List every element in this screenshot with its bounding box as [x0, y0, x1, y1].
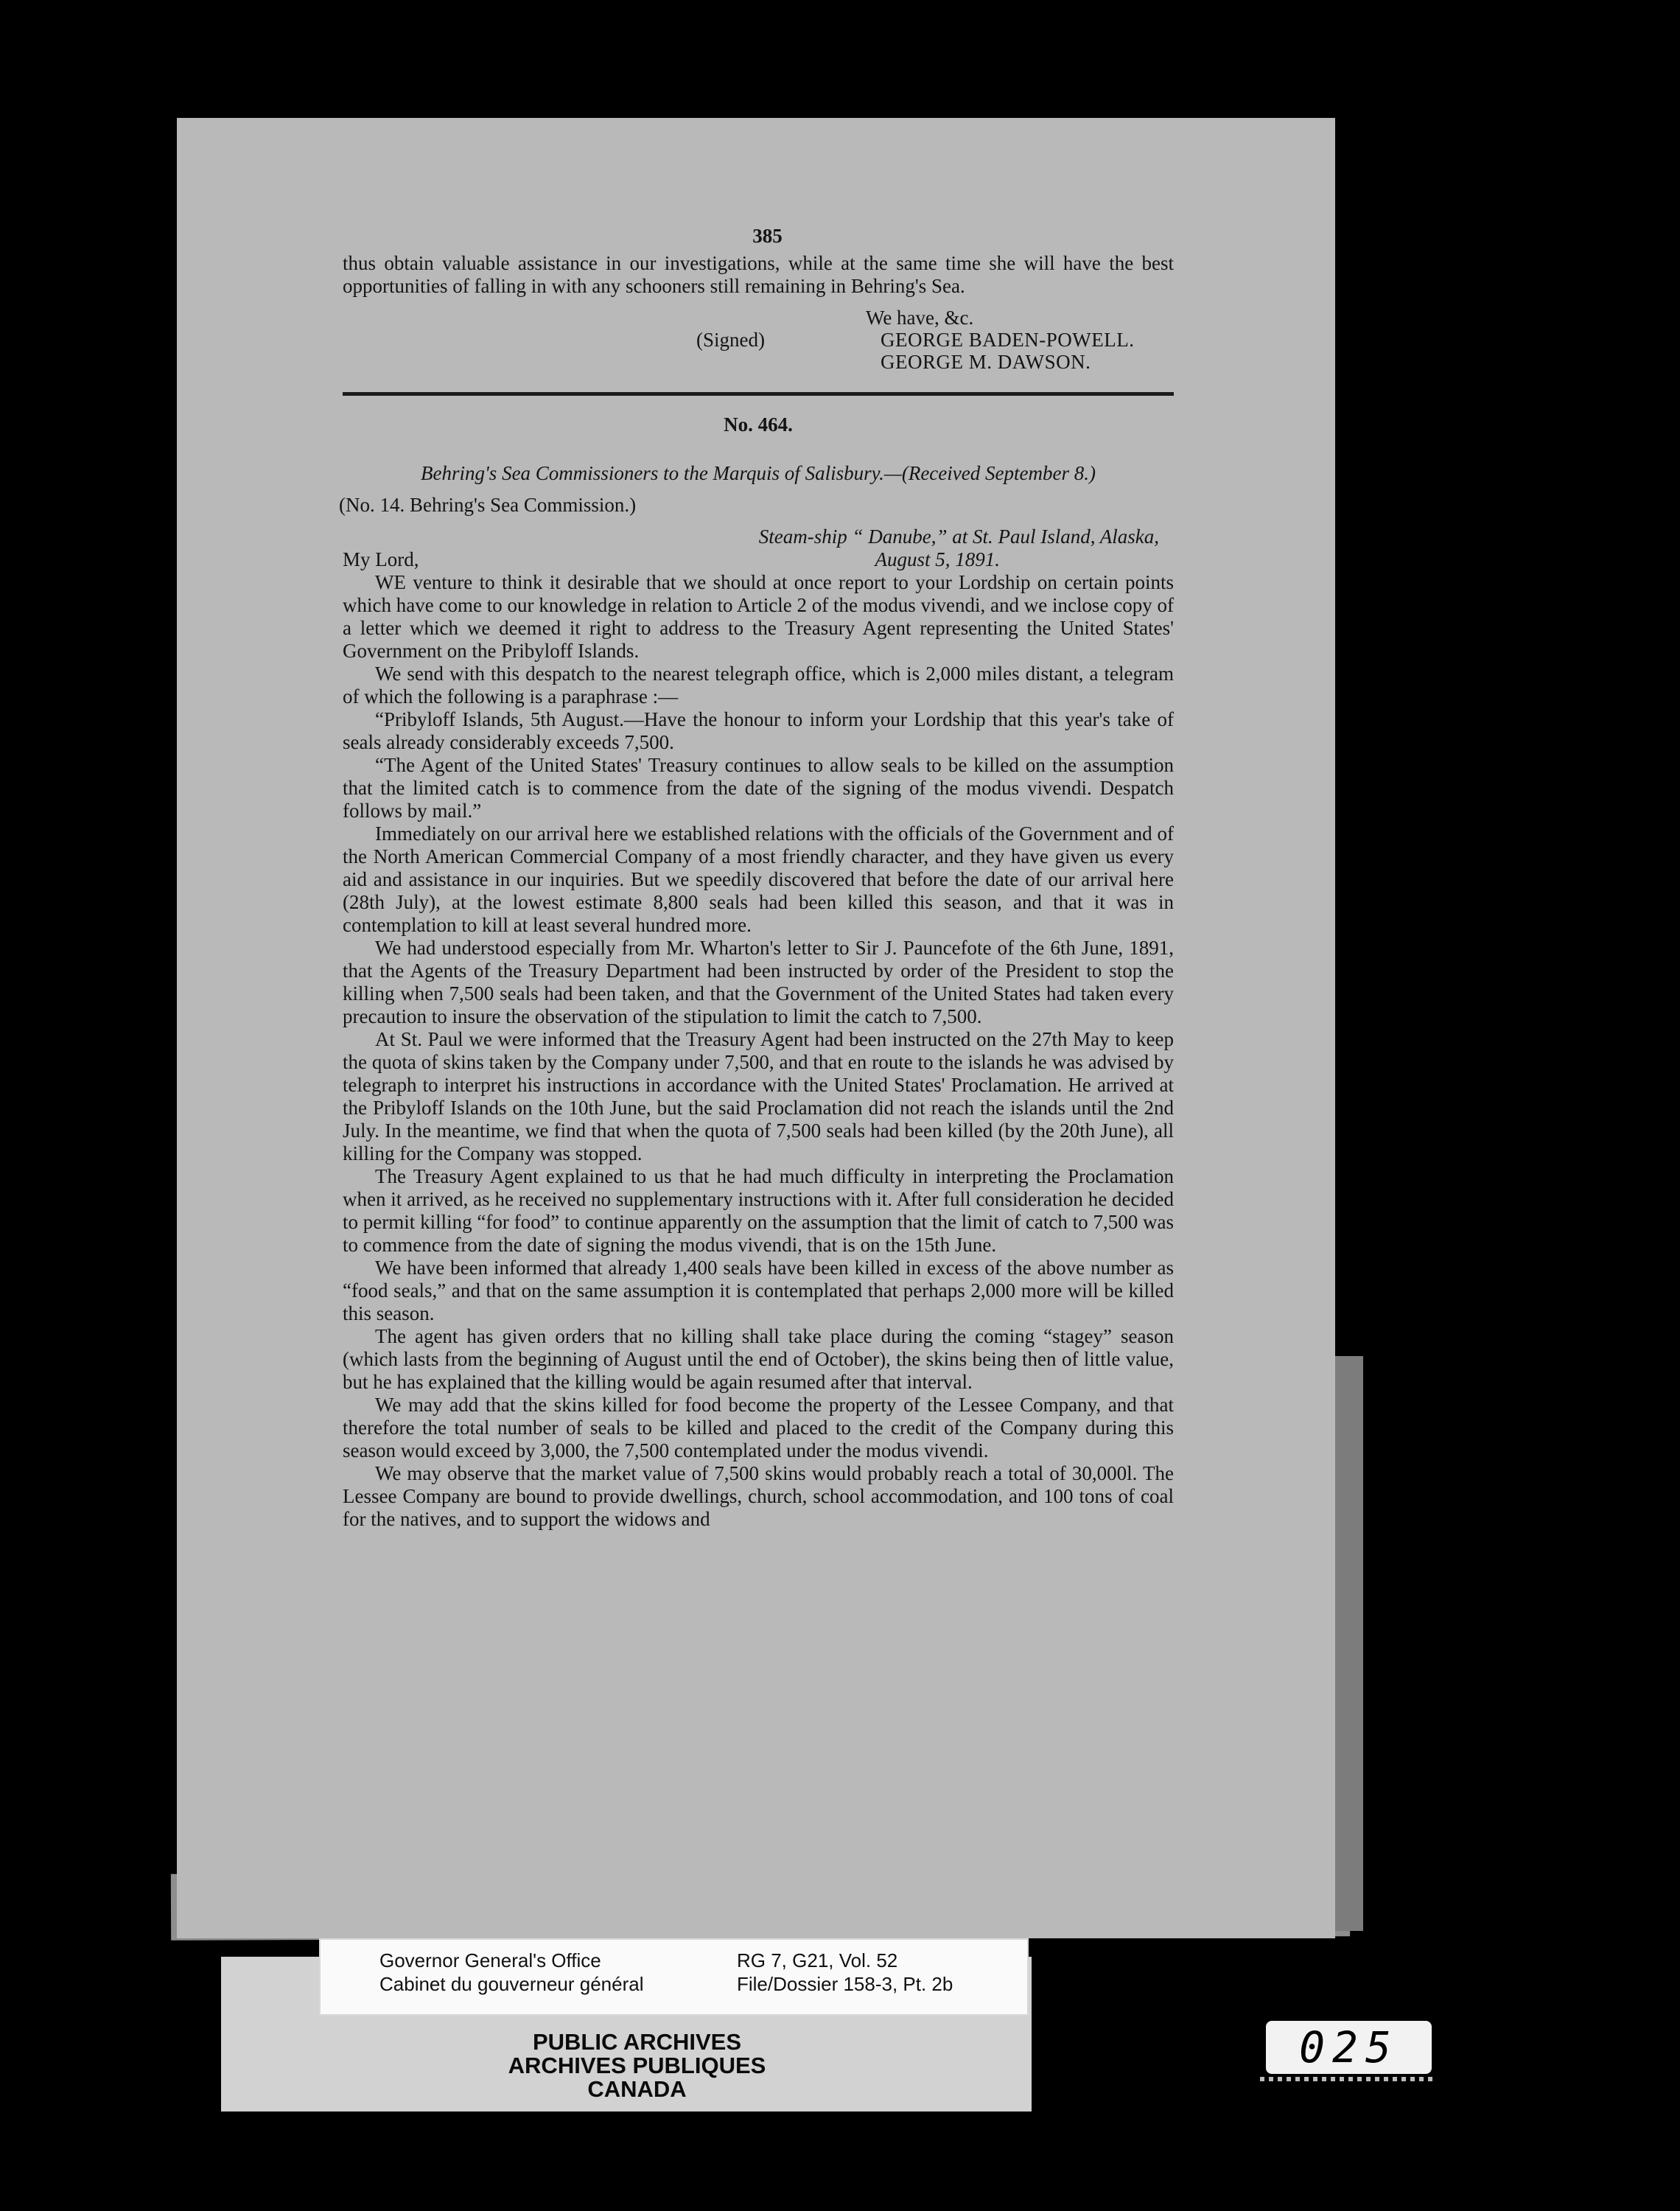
- dispatch-heading: Behring's Sea Commissioners to the Marquis of Salisbury.—(Received September 8.): [421, 462, 1096, 484]
- stamp-line-2: ARCHIVES PUBLIQUES: [508, 2053, 766, 2078]
- signatory-2: GEORGE M. DAWSON.: [881, 351, 1091, 373]
- office-english: Governor General's Office: [379, 1949, 601, 1971]
- salutation: My Lord,: [343, 548, 419, 570]
- office-french: Cabinet du gouverneur général: [379, 1973, 644, 1995]
- body-paragraph: The Treasury Agent explained to us that he had much difficulty in interpreting the Proclamation when it arrived, as he received no supplementary instructions with it. After full consideration he decided to permit killing “for food” to continue apparently on the assumption that the limit of catch to 7,500 was to commence from the date of signing the modus vivendi, that is on the 15th June.: [343, 1165, 1174, 1256]
- stamp-line-3: CANADA: [587, 2076, 687, 2102]
- telegram-paragraph: “The Agent of the United States' Treasury continues to allow seals to be killed on the assumption that the limited catch is to commence from the date of the signing of the modus vivendi. Despatch follows by mail.”: [343, 754, 1174, 822]
- archive-reference-label: [319, 1938, 1029, 2016]
- body-paragraph: At St. Paul we were informed that the Treasury Agent had been instructed on the 27th May to keep the quota of skins taken by the Company under 7,500, and that en route to the islands he was advised by telegraph to interpret his instructions in accordance with the United States' Proclamation. He arrived at the Pribyloff Islands on the 10th June, but the said Proclamation did not reach the islands until the 2nd July. In the meantime, we find that when the quota of 7,500 seals had been killed (by the 20th June), all killing for the Company was stopped.: [343, 1028, 1174, 1164]
- sign-off: We have, &c.: [866, 307, 974, 329]
- body-paragraph: We send with this despatch to the nearest telegraph office, which is 2,000 miles distant, a telegram of which the following is a paraphrase :—: [343, 663, 1174, 708]
- body-paragraph: We had understood especially from Mr. Wharton's letter to Sir J. Pauncefote of the 6th June, 1891, that the Agents of the Treasury Department had been instructed by order of the President to stop the killing when 7,500 seals had been taken, and that the Government of the United States had taken every precaution to insure the observation of the stipulation to limit the catch to 7,500.: [343, 937, 1174, 1027]
- telegram-paragraph: “Pribyloff Islands, 5th August.—Have the honour to inform your Lordship that this year's take of seals already considerably exceeds 7,500.: [343, 708, 1174, 753]
- body-paragraph: WE venture to think it desirable that we should at once report to your Lordship on certain points which have come to our knowledge in relation to Article 2 of the modus vivendi, and we inclose copy of a letter which we deemed it right to address to the Treasury Agent representing the United States' Government on the Pribyloff Islands.: [343, 571, 1174, 662]
- opening-paragraph: thus obtain valuable assistance in our investigations, while at the same time she will have the best opportunities of falling in with any schooners still remaining in Behring's Sea.: [343, 252, 1174, 297]
- document-page: [177, 118, 1335, 1938]
- record-group: RG 7, G21, Vol. 52: [737, 1949, 898, 1971]
- document-number: No. 464.: [724, 413, 793, 436]
- dateline: Steam-ship “ Danube,” at St. Paul Island, Alaska,: [758, 525, 1159, 548]
- signature-block: [696, 307, 1174, 373]
- signed-label: (Signed): [696, 329, 765, 351]
- stamp-line-1: PUBLIC ARCHIVES: [532, 2029, 742, 2055]
- file-reference: File/Dossier 158-3, Pt. 2b: [737, 1973, 953, 1995]
- signatory-1: GEORGE BADEN-POWELL.: [881, 329, 1135, 351]
- body-paragraph: We may add that the skins killed for food become the property of the Lessee Company, and that therefore the total number of seals to be killed and placed to the credit of the Company during this season would exceed by 3,000, the 7,500 contemplated under the modus vivendi.: [343, 1394, 1174, 1461]
- body-paragraph: Immediately on our arrival here we established relations with the officials of the Government and of the North American Commercial Company of a most friendly character, and they have given us every aid and assistance in our inquiries. But we speedily discovered that before the date of our arrival here (28th July), at the lowest estimate 8,800 seals had been killed this season, and that it was in contemplation to kill at least several hundred more.: [343, 822, 1174, 936]
- page-number: 385: [752, 225, 783, 247]
- section-divider: [343, 392, 1174, 396]
- frame-number: 025: [1266, 2021, 1432, 2074]
- body-paragraph: We may observe that the market value of 7,500 skins would probably reach a total of 30,000l. The Lessee Company are bound to provide dwellings, church, school accommodation, and 100 tons of coal for the natives, and to support the widows and: [343, 1462, 1174, 1530]
- document-text: [339, 225, 1174, 1531]
- body-paragraph: We have been informed that already 1,400 seals have been killed in excess of the above number as “food seals,” and that on the same assumption it is contemplated that perhaps 2,000 more will be killed this season.: [343, 1257, 1174, 1324]
- film-perforation: [1260, 2077, 1437, 2081]
- body-paragraph: The agent has given orders that no killing shall take place during the coming “stagey” season (which lasts from the beginning of August until the end of October), the skins being then of little value, but he has explained that the killing would be again resumed after that interval.: [343, 1325, 1174, 1393]
- salutation-row: [343, 548, 1174, 571]
- commission-number: (No. 14. Behring's Sea Commission.): [339, 494, 637, 516]
- dateline-date: August 5, 1891.: [875, 548, 1000, 570]
